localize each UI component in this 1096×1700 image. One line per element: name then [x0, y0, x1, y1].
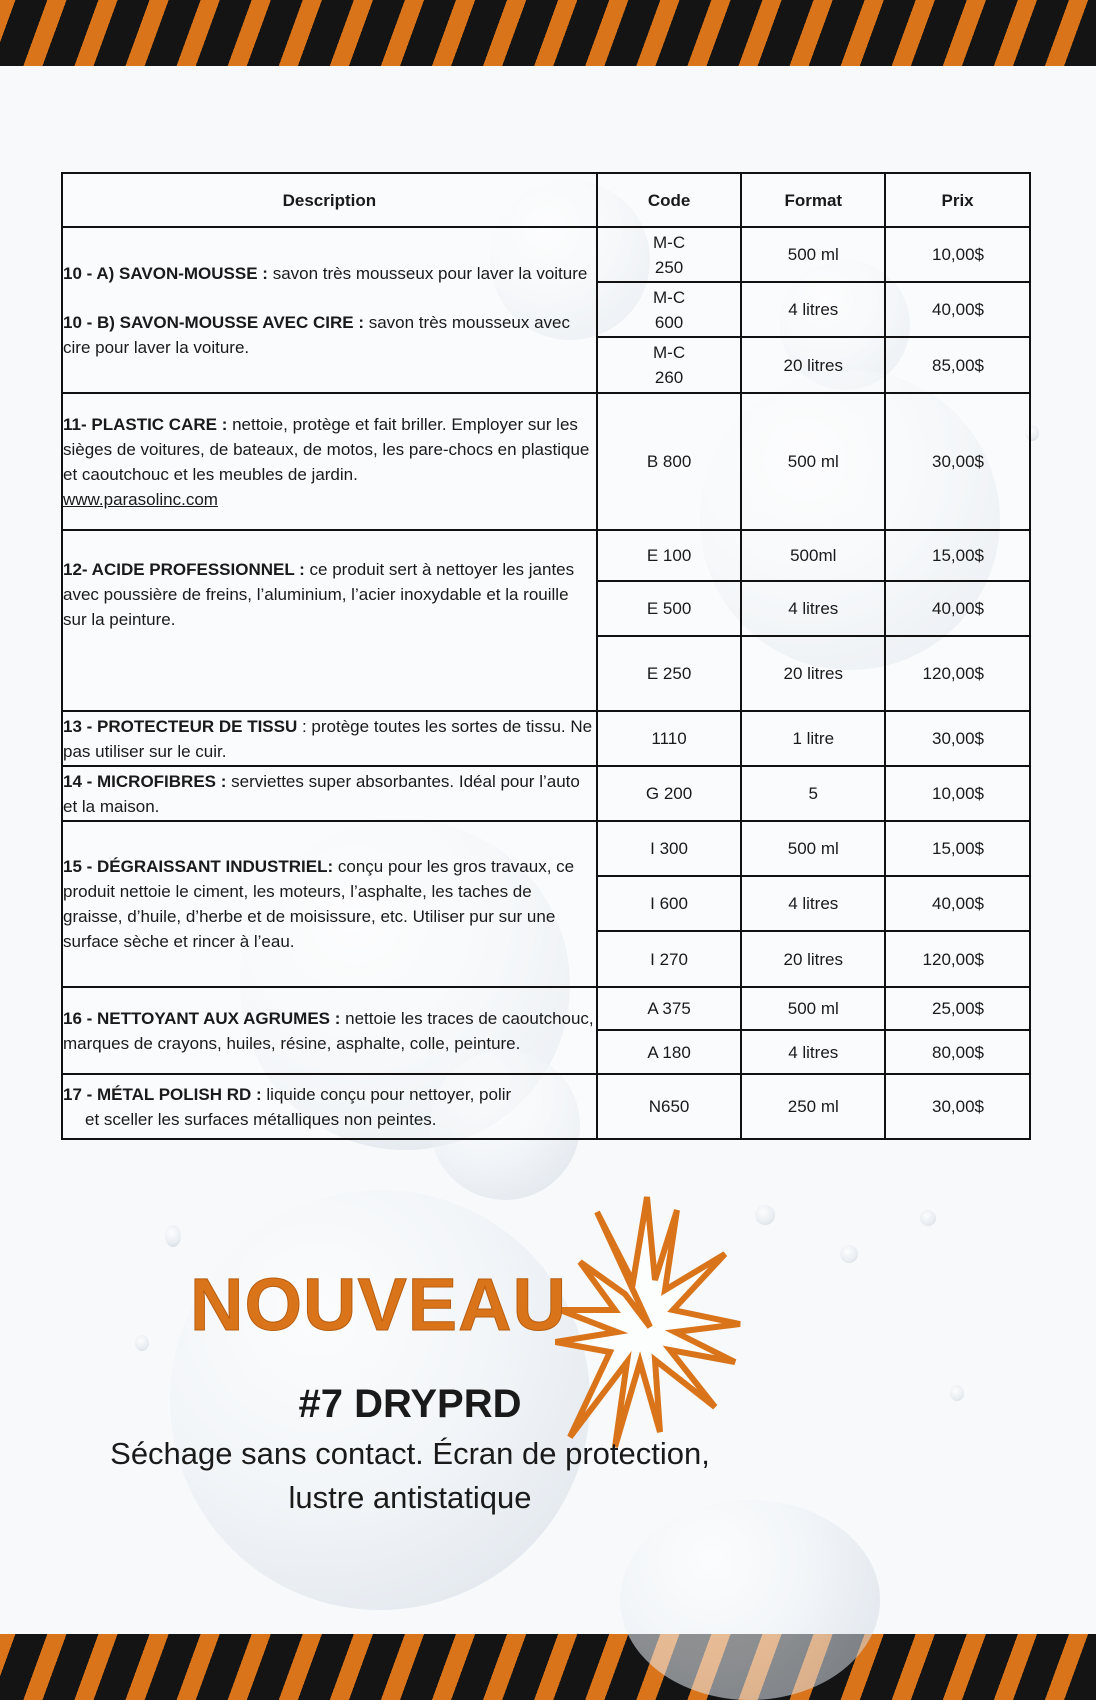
product-format: 500 ml [741, 393, 885, 530]
product-price: 10,00$ [885, 766, 1030, 821]
new-badge: NOUVEAU [190, 1263, 568, 1346]
promo-product-name: #7 DRYPRD [298, 1382, 522, 1426]
product-format: 500 ml [741, 821, 885, 876]
product-price: 120,00$ [885, 636, 1030, 711]
product-code: E 100 [597, 530, 742, 581]
table-header-row [62, 173, 1030, 227]
product-price: 15,00$ [885, 530, 1030, 581]
table-row [62, 821, 1030, 876]
product-format: 20 litres [741, 337, 885, 393]
table-row [62, 227, 1030, 282]
column-header-format: Format [741, 173, 885, 227]
product-price: 40,00$ [885, 282, 1030, 337]
table-row [62, 530, 1030, 581]
water-drop-decoration [135, 1335, 149, 1351]
product-code: I 300 [597, 821, 742, 876]
product-format: 250 ml [741, 1074, 885, 1139]
column-header-prix: Prix [885, 173, 1030, 227]
product-price: 30,00$ [885, 393, 1030, 530]
column-header-code: Code [597, 173, 742, 227]
water-drop-decoration [755, 1205, 775, 1225]
product-code: A 180 [597, 1030, 742, 1074]
product-format: 1 litre [741, 711, 885, 766]
product-format: 4 litres [741, 876, 885, 931]
product-code: I 270 [597, 931, 742, 987]
product-format: 4 litres [741, 581, 885, 636]
table-row [62, 987, 1030, 1030]
price-table [61, 172, 1031, 1140]
column-header-description: Description [62, 173, 597, 227]
product-format: 4 litres [741, 282, 885, 337]
product-format: 500 ml [741, 227, 885, 282]
water-drop-decoration [920, 1210, 936, 1226]
product-description-10: 10 - A) SAVON-MOUSSE : savon très mousseux pour laver la voiture 10 - B) SAVON-MOUSSE AVEC CIRE : savon très mousseux avec cire pour laver la voiture. [62, 227, 597, 393]
product-description-15: 15 - DÉGRAISSANT INDUSTRIEL: conçu pour les gros travaux, ce produit nettoie le ciment, les moteurs, l’asphalte, les taches de graisse, d’huile, d’herbe et de moisissure, etc. Utiliser pur sur une surface sèche et rincer à l’eau. [62, 821, 597, 987]
product-description-17: 17 - MÉTAL POLISH RD : liquide conçu pour nettoyer, polir et sceller les surfaces métalliques non peintes. [62, 1074, 597, 1139]
product-price: 80,00$ [885, 1030, 1030, 1074]
product-code: 1110 [597, 711, 742, 766]
product-price: 30,00$ [885, 1074, 1030, 1139]
water-drop-decoration [165, 1225, 181, 1247]
product-code: N650 [597, 1074, 742, 1139]
water-drop-decoration [840, 1245, 858, 1263]
product-format: 500 ml [741, 987, 885, 1030]
product-price: 25,00$ [885, 987, 1030, 1030]
product-description-11: 11- PLASTIC CARE : nettoie, protège et fait briller. Employer sur les sièges de voitures, de bateaux, de motos, les pare-chocs en plastique et caoutchouc et les meubles de jardin. www.parasolinc.com [62, 393, 597, 530]
table-row [62, 766, 1030, 821]
product-description-12: 12- ACIDE PROFESSIONNEL : ce produit sert à nettoyer les jantes avec poussière de freins, l’aluminium, l’acier inoxydable et la rouille sur la peinture. [62, 530, 597, 711]
product-code: M-C 260 [597, 337, 742, 393]
product-price: 30,00$ [885, 711, 1030, 766]
product-code: I 600 [597, 876, 742, 931]
hazard-stripe-top [0, 0, 1096, 66]
product-price: 40,00$ [885, 581, 1030, 636]
product-code: G 200 [597, 766, 742, 821]
product-price: 85,00$ [885, 337, 1030, 393]
product-code: E 500 [597, 581, 742, 636]
product-code: M-C 600 [597, 282, 742, 337]
product-description-16: 16 - NETTOYANT AUX AGRUMES : nettoie les traces de caoutchouc, marques de crayons, huiles, résine, asphalte, colle, peinture. [62, 987, 597, 1074]
product-price: 120,00$ [885, 931, 1030, 987]
table-row [62, 393, 1030, 530]
water-drop-decoration [950, 1385, 964, 1401]
website-link[interactable]: www.parasolinc.com [63, 489, 218, 509]
product-format: 4 litres [741, 1030, 885, 1074]
product-format: 20 litres [741, 636, 885, 711]
product-format: 5 [741, 766, 885, 821]
product-format: 20 litres [741, 931, 885, 987]
product-price: 40,00$ [885, 876, 1030, 931]
product-code: M-C 250 [597, 227, 742, 282]
product-code: E 250 [597, 636, 742, 711]
promo-product-description: Séchage sans contact. Écran de protection, lustre antistatique [110, 1436, 710, 1515]
table-row [62, 1074, 1030, 1139]
product-code: B 800 [597, 393, 742, 530]
product-price: 10,00$ [885, 227, 1030, 282]
table-row [62, 711, 1030, 766]
hazard-stripe-bottom [0, 1634, 1096, 1700]
product-format: 500ml [741, 530, 885, 581]
product-description-14: 14 - MICROFIBRES : serviettes super absorbantes. Idéal pour l’auto et la maison. [62, 766, 597, 821]
product-description-13: 13 - PROTECTEUR DE TISSU : protège toutes les sortes de tissu. Ne pas utiliser sur le cuir. [62, 711, 597, 766]
product-price: 15,00$ [885, 821, 1030, 876]
product-code: A 375 [597, 987, 742, 1030]
water-bubble-decoration [620, 1500, 880, 1700]
